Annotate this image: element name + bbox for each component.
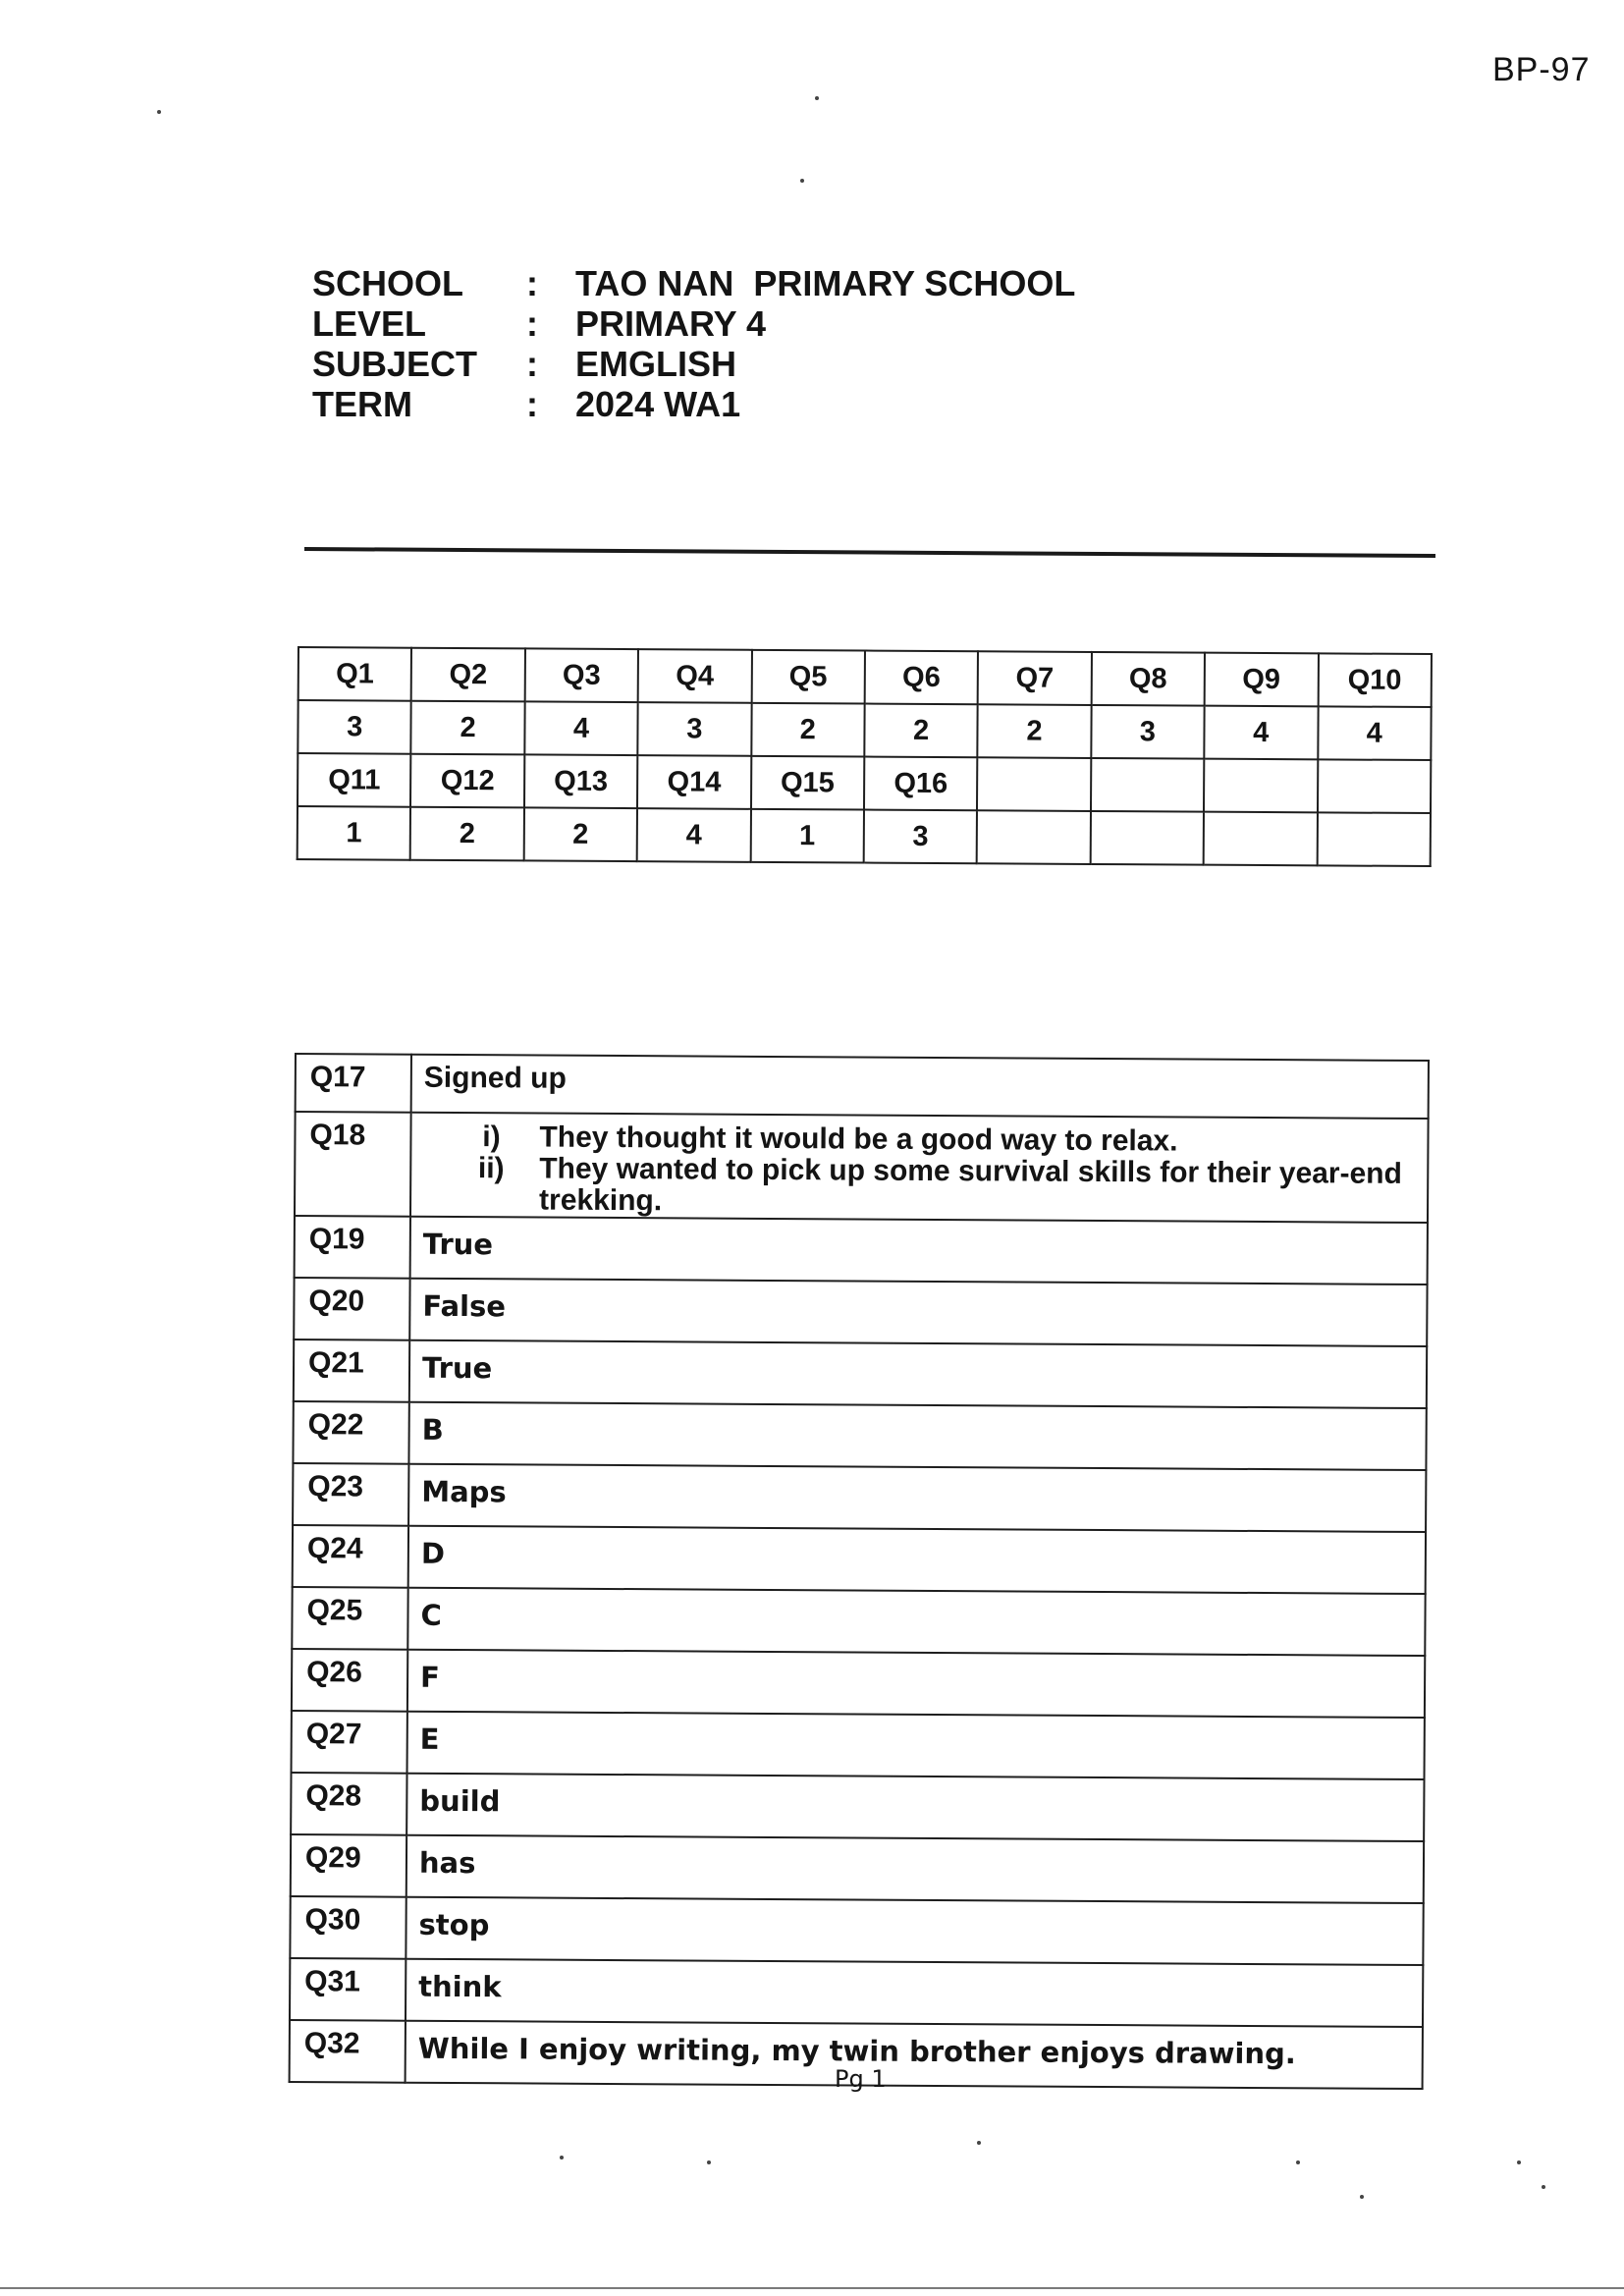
answer-text: D	[408, 1526, 1426, 1594]
mcq-answer-cell: 3	[1091, 705, 1205, 759]
scan-speck	[977, 2141, 981, 2145]
subpart-number: ii)	[477, 1152, 505, 1185]
question-number: Q20	[294, 1278, 409, 1340]
table-row	[295, 1216, 1428, 1285]
header-row-level	[312, 303, 1075, 344]
table-row	[292, 1587, 1425, 1656]
header-value: TAO NAN PRIMARY SCHOOL	[575, 263, 1076, 303]
mcq-answer-row	[298, 806, 1431, 866]
header-divider	[304, 547, 1435, 558]
question-number: Q32	[290, 2020, 406, 2083]
question-number: Q29	[291, 1834, 406, 1897]
mcq-answer-cell: 1	[298, 806, 411, 860]
table-row	[292, 1649, 1425, 1718]
question-number: Q24	[293, 1525, 408, 1588]
question-number: Q26	[292, 1649, 407, 1712]
exam-header	[312, 263, 1075, 424]
open-ended-answer-table	[289, 1053, 1430, 2090]
table-row	[293, 1525, 1426, 1594]
header-value: EMGLISH	[575, 344, 737, 384]
subpart-ii	[423, 1153, 1427, 1222]
mcq-answer-cell: 1	[750, 809, 864, 863]
question-number: Q19	[295, 1216, 410, 1279]
mcq-question-cell: Q7	[978, 651, 1092, 705]
mcq-question-cell: Q16	[864, 757, 978, 811]
mcq-answer-cell: 3	[864, 810, 978, 864]
mcq-question-cell: Q14	[637, 755, 751, 809]
answer-text: Signed up	[411, 1055, 1429, 1119]
mcq-empty-cell	[1204, 812, 1318, 866]
mcq-answer-row	[298, 700, 1431, 760]
mcq-question-cell: Q3	[524, 648, 638, 702]
table-row	[294, 1339, 1427, 1408]
answer-text: stop	[406, 1897, 1423, 1965]
mcq-answer-cell: 2	[410, 807, 524, 861]
scan-speck	[157, 110, 161, 114]
mcq-empty-cell	[1317, 812, 1431, 866]
scan-speck	[1296, 2160, 1300, 2164]
mcq-question-row	[298, 753, 1431, 813]
mcq-question-cell: Q6	[865, 651, 979, 705]
header-label: LEVEL	[312, 303, 427, 344]
mcq-answer-cell: 4	[637, 808, 751, 862]
mcq-answer-table	[297, 646, 1433, 867]
header-row-school	[312, 263, 1075, 303]
header-colon: :	[526, 303, 538, 344]
header-row-term	[312, 384, 1075, 424]
subpart-text: They wanted to pick up some survival skills for their year-end trekking.	[538, 1152, 1402, 1218]
answer-text: B	[408, 1402, 1426, 1470]
answer-text: E	[407, 1712, 1425, 1779]
table-row	[291, 1773, 1424, 1841]
mcq-question-cell: Q15	[751, 756, 865, 810]
header-value: PRIMARY 4	[575, 303, 767, 344]
mcq-question-cell: Q11	[298, 753, 411, 807]
mcq-question-cell: Q13	[524, 754, 638, 808]
mcq-question-cell: Q9	[1205, 653, 1319, 707]
mcq-question-cell: Q10	[1318, 653, 1432, 707]
subpart-text: They thought it would be a good way to relax.	[539, 1121, 1178, 1158]
header-row-subject	[312, 344, 1075, 384]
table-row	[291, 1834, 1424, 1903]
mcq-empty-cell	[1204, 759, 1318, 813]
mcq-empty-cell	[977, 757, 1091, 811]
answer-text: True	[409, 1340, 1427, 1408]
table-row	[293, 1401, 1426, 1470]
page-code: BP-97	[1492, 51, 1591, 88]
scan-speck	[1517, 2160, 1521, 2164]
table-row	[292, 1711, 1425, 1779]
question-number: Q30	[290, 1896, 406, 1959]
header-label: SUBJECT	[312, 344, 478, 384]
header-label: TERM	[312, 384, 412, 424]
question-number: Q25	[292, 1587, 407, 1650]
table-row	[294, 1278, 1427, 1346]
page-number: Pg 1	[835, 2065, 887, 2093]
question-number: Q22	[293, 1401, 408, 1464]
mcq-question-cell: Q2	[411, 648, 525, 702]
answer-text: F	[407, 1650, 1425, 1718]
header-colon: :	[526, 384, 538, 424]
scan-speck	[1360, 2195, 1364, 2199]
mcq-question-row	[298, 647, 1432, 707]
answer-text: False	[409, 1279, 1427, 1346]
answer-text: think	[406, 1959, 1423, 2027]
mcq-answer-cell: 3	[298, 700, 411, 754]
table-row	[295, 1112, 1429, 1223]
question-number: Q18	[295, 1112, 411, 1217]
mcq-question-cell: Q8	[1091, 652, 1205, 706]
question-number: Q27	[292, 1711, 407, 1774]
answer-text: Maps	[408, 1464, 1426, 1532]
question-number: Q31	[290, 1958, 406, 2021]
question-number: Q28	[291, 1773, 406, 1835]
answer-text: has	[406, 1835, 1424, 1903]
question-number: Q21	[294, 1339, 409, 1402]
question-number: Q23	[293, 1463, 408, 1526]
answer-subparts	[410, 1113, 1429, 1223]
mcq-answer-cell: 4	[524, 701, 638, 755]
scan-speck	[1542, 2185, 1545, 2189]
table-row	[296, 1054, 1429, 1119]
answer-text: build	[406, 1774, 1424, 1841]
header-label: SCHOOL	[312, 263, 464, 303]
mcq-answer-cell: 4	[1318, 706, 1432, 760]
subpart-number: i)	[482, 1121, 501, 1154]
mcq-answer-cell: 2	[864, 704, 978, 758]
mcq-answer-cell: 2	[751, 703, 865, 757]
mcq-question-cell: Q5	[751, 650, 865, 704]
answer-text: While I enjoy writing, my twin brother enjoys drawing.	[406, 2021, 1423, 2089]
table-row	[290, 1958, 1423, 2027]
scan-edge-line	[0, 2287, 1624, 2289]
scan-speck	[800, 179, 804, 183]
mcq-question-cell: Q1	[298, 647, 412, 701]
answer-text: True	[410, 1217, 1428, 1285]
header-colon: :	[526, 344, 538, 384]
scan-speck	[707, 2160, 711, 2164]
mcq-answer-cell: 3	[637, 702, 751, 756]
mcq-empty-cell	[1091, 758, 1205, 812]
mcq-answer-cell: 2	[411, 701, 525, 755]
mcq-answer-cell: 4	[1204, 706, 1318, 760]
header-value: 2024 WA1	[575, 384, 741, 424]
mcq-empty-cell	[1318, 759, 1432, 813]
mcq-question-cell: Q4	[638, 649, 752, 703]
table-row	[293, 1463, 1426, 1532]
question-number: Q17	[296, 1054, 411, 1113]
table-row	[290, 1896, 1423, 1965]
mcq-empty-cell	[977, 810, 1091, 864]
scan-speck	[815, 96, 819, 100]
header-colon: :	[526, 263, 538, 303]
mcq-answer-cell: 2	[523, 807, 637, 861]
answer-text: C	[407, 1588, 1425, 1656]
mcq-empty-cell	[1090, 811, 1204, 865]
scan-speck	[560, 2156, 564, 2159]
mcq-question-cell: Q12	[410, 754, 524, 808]
mcq-answer-cell: 2	[978, 704, 1092, 758]
